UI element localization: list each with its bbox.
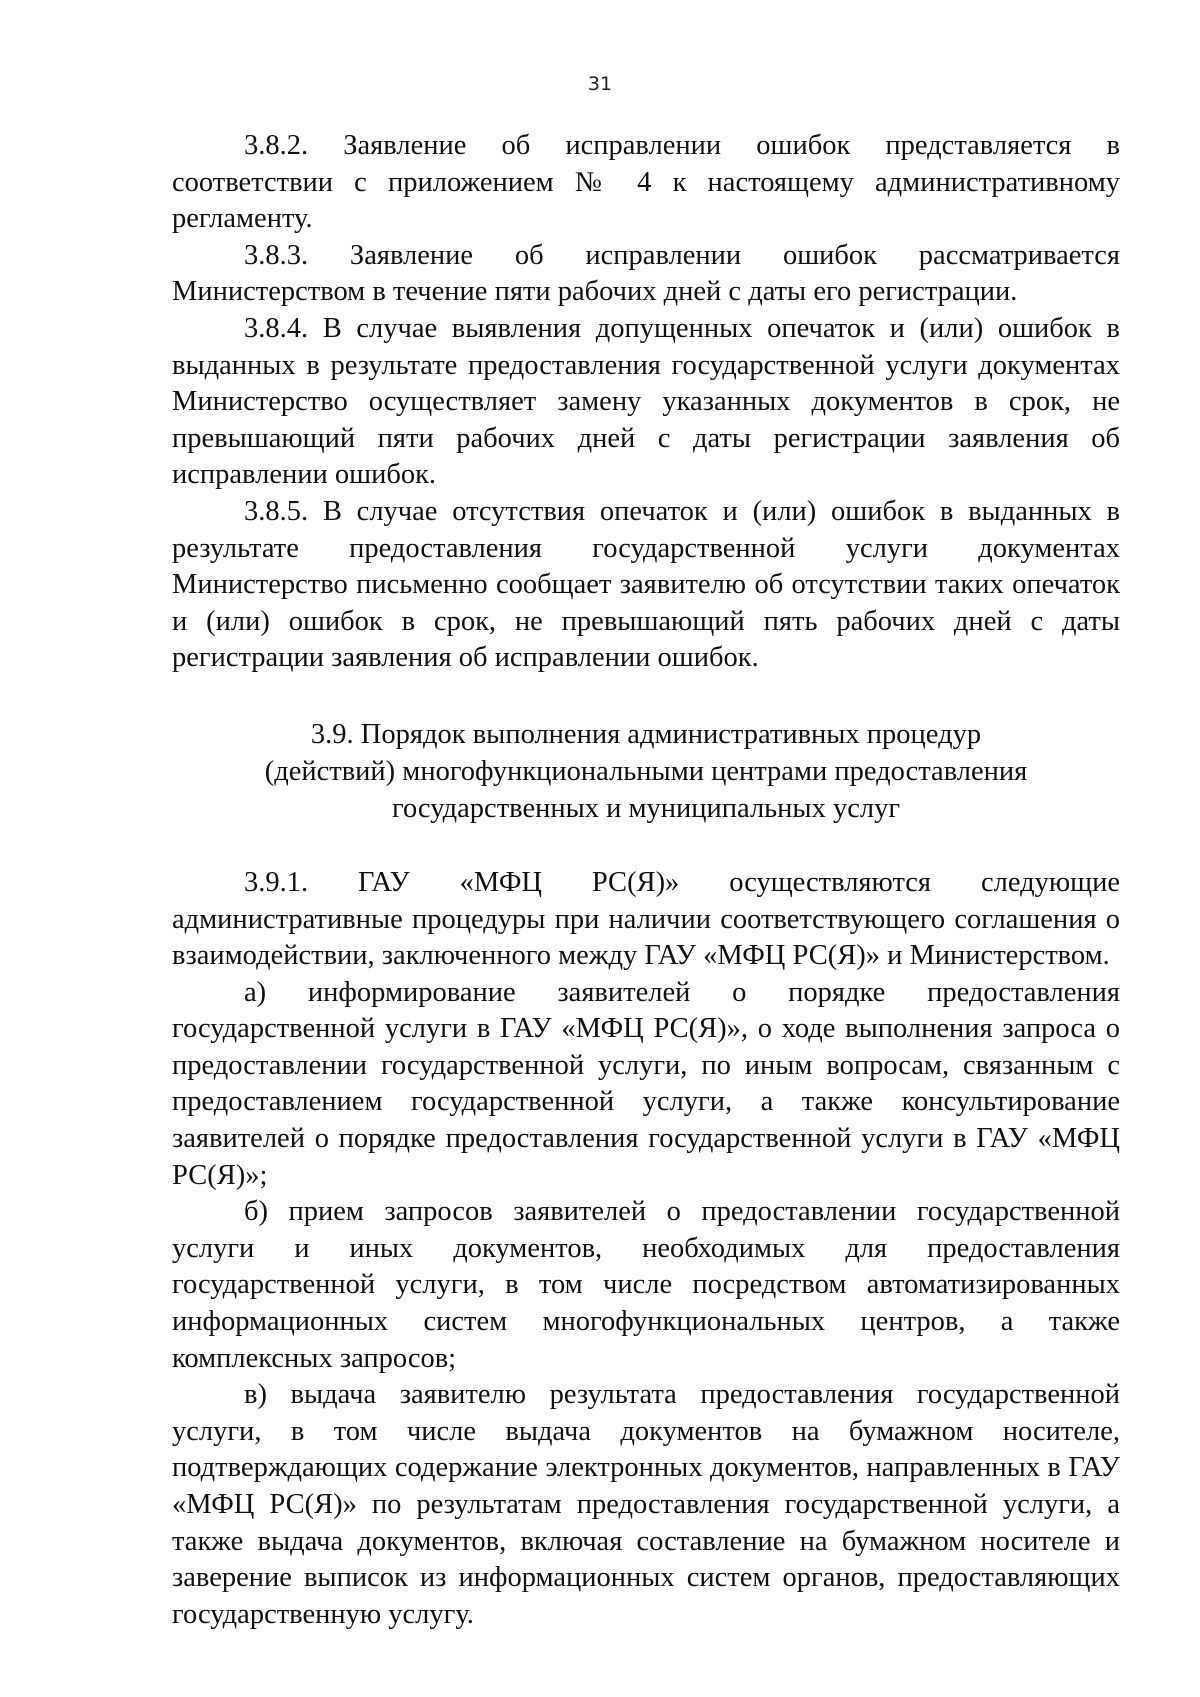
page-number: 31 (587, 73, 613, 95)
list-item-v: в) выдача заявителю результата предоставления государственной услуги, в том числе выдача документов на бумажном носителе, подтверждающих содержание электронных документов, направленных в ГАУ «МФЦ РС(Я)» по результатам предоставления государственной услуги, а также выдача документов, включая составление на бумажном носителе и заверение выписок из информационных систем органов, предоставляющих государственную услугу. (172, 1379, 1120, 1630)
list-item-a: а) информирование заявителей о порядке предоставления государственной услуги в ГАУ «МФЦ РС(Я)», о ходе выполнения запроса о предоставлении государственной услуги, по иным вопросам, связанным с предоставлением государственной услуги, а также консультирование заявителей о порядке предоставления государственной услуги в ГАУ «МФЦ РС(Я)»; (172, 976, 1120, 1191)
paragraph-3-8-3: 3.8.3. Заявление об исправлении ошибок рассматривается Министерством в течение пяти рабочих дней с даты его регистрации. (172, 239, 1120, 308)
section-heading-line: (действий) многофункциональными центрами предоставления (264, 755, 1028, 787)
paragraph-3-9-1: 3.9.1. ГАУ «МФЦ РС(Я)» осуществляются следующие административные процедуры при наличии соответствующего соглашения о взаимодействии, заключенного между ГАУ «МФЦ РС(Я)» и Министерством. (172, 866, 1120, 972)
list-item-b: б) прием запросов заявителей о предоставлении государственной услуги и иных документов, необходимых для предоставления государственной услуги, в том числе посредством автоматизированных информационных систем многофункциональных центров, а также комплексных запросов; (172, 1196, 1120, 1374)
document-body (172, 128, 1120, 1633)
paragraph-3-8-5: 3.8.5. В случае отсутствия опечаток и (или) ошибок в выданных в результате предоставления государственной услуги документах Министерство письменно сообщает заявителю об отсутствии таких опечаток и (или) ошибок в срок, не превышающий пять рабочих дней с даты регистрации заявления об исправлении ошибок. (172, 495, 1120, 674)
paragraph-3-8-2: 3.8.2. Заявление об исправлении ошибок представляется в соответствии с приложением № 4 к настоящему административному регламенту. (172, 130, 1120, 235)
paragraph-3-8-4: 3.8.4. В случае выявления допущенных опечаток и (или) ошибок в выданных в результате предоставления государственной услуги документах Министерство осуществляет замену указанных документов в срок, не превышающий пяти рабочих дней с даты регистрации заявления об исправлении ошибок. (172, 312, 1120, 491)
section-heading-line: 3.9. Порядок выполнения административных процедур (310, 718, 982, 750)
section-heading-line: государственных и муниципальных услуг (391, 792, 901, 824)
section-heading-3-9 (172, 716, 1120, 827)
